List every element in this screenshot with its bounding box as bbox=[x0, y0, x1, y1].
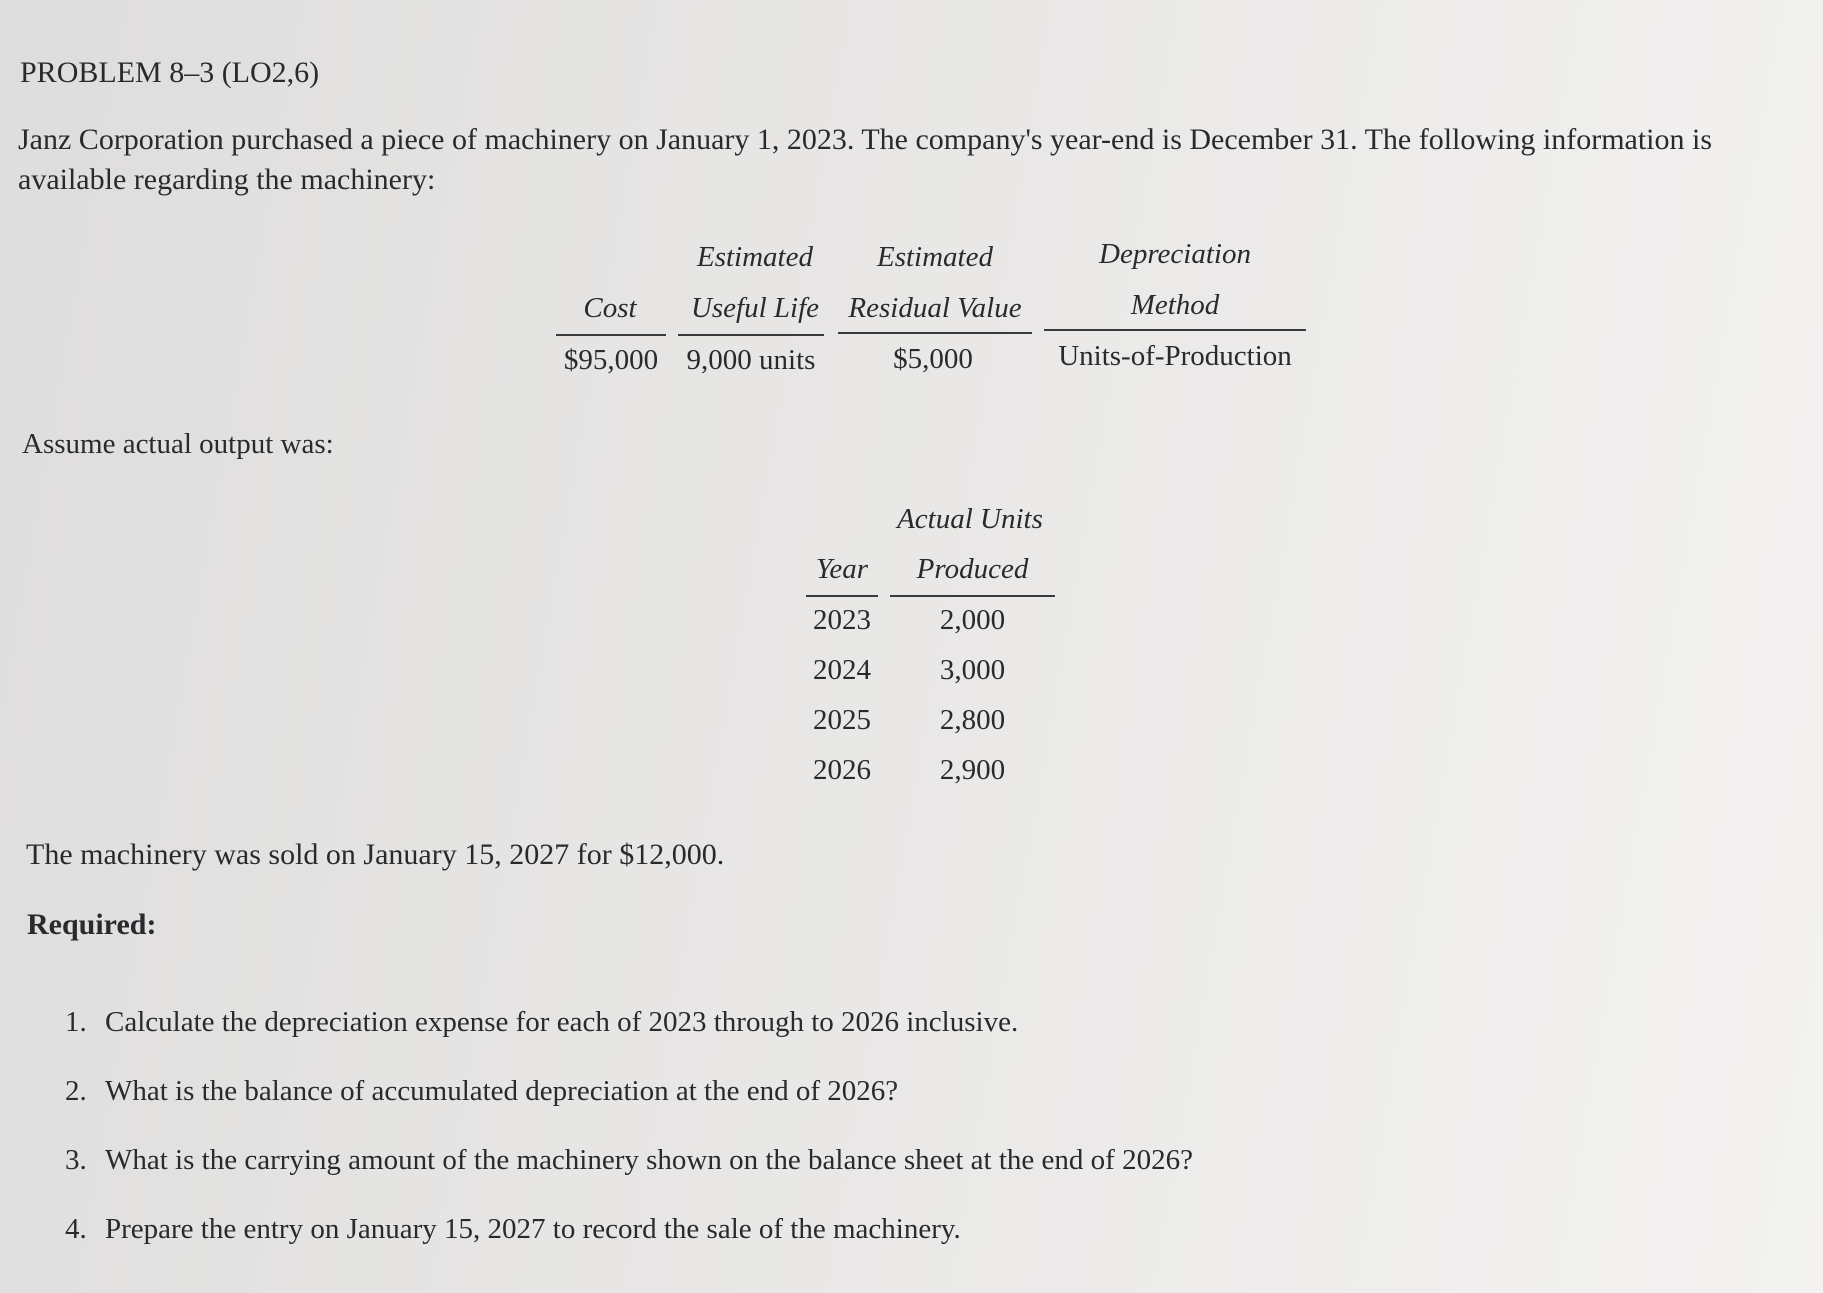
units-cell: 2,000 bbox=[939, 604, 1006, 636]
question-item bbox=[65, 1144, 1193, 1177]
rule-useful-life bbox=[678, 334, 824, 336]
units-cell: 3,000 bbox=[939, 654, 1006, 686]
rule-cost bbox=[556, 334, 666, 336]
intro-paragraph: Janz Corporation purchased a piece of machinery on January 1, 2023. The company's year-end is December 31. The following information is available regarding the machinery: bbox=[18, 123, 1713, 196]
units-cell: 2,800 bbox=[939, 704, 1006, 736]
header-residual-top: Estimated bbox=[877, 241, 993, 273]
question-number: 2. bbox=[65, 1075, 87, 1107]
question-item bbox=[65, 1213, 961, 1246]
value-method: Units-of-Production bbox=[1058, 340, 1292, 372]
year-cell: 2026 bbox=[813, 754, 871, 786]
header-units-bottom: Produced bbox=[916, 553, 1029, 585]
sale-text: The machinery was sold on January 15, 2027 for $12,000. bbox=[26, 838, 725, 871]
header-units-top: Actual Units bbox=[897, 503, 1043, 535]
year-cell: 2023 bbox=[813, 604, 871, 636]
problem-title: PROBLEM 8–3 (LO2,6) bbox=[20, 56, 320, 89]
question-item bbox=[65, 1006, 1018, 1039]
rule-residual bbox=[838, 332, 1032, 334]
question-number: 1. bbox=[65, 1006, 87, 1038]
header-method-bottom: Method bbox=[1130, 289, 1220, 321]
header-method-top: Depreciation bbox=[1099, 238, 1251, 270]
header-useful-life-top: Estimated bbox=[697, 241, 813, 273]
question-text: What is the balance of accumulated depreciation at the end of 2026? bbox=[105, 1075, 899, 1107]
header-year: Year bbox=[815, 553, 869, 585]
required-heading: Required: bbox=[27, 908, 157, 941]
value-useful-life: 9,000 units bbox=[686, 344, 816, 376]
rule-method bbox=[1044, 329, 1306, 331]
question-number: 3. bbox=[65, 1144, 87, 1176]
year-cell: 2025 bbox=[813, 704, 871, 736]
assume-output-text: Assume actual output was: bbox=[22, 428, 334, 460]
value-residual: $5,000 bbox=[893, 343, 973, 375]
header-residual-bottom: Residual Value bbox=[848, 292, 1022, 324]
units-cell: 2,900 bbox=[939, 754, 1006, 786]
value-cost: $95,000 bbox=[563, 344, 659, 376]
question-text: What is the carrying amount of the machinery shown on the balance sheet at the end of 2026? bbox=[105, 1144, 1193, 1176]
year-cell: 2024 bbox=[813, 654, 871, 686]
question-number: 4. bbox=[65, 1213, 87, 1245]
rule-units bbox=[890, 595, 1055, 597]
rule-year bbox=[806, 595, 878, 597]
question-text: Calculate the depreciation expense for each of 2023 through to 2026 inclusive. bbox=[105, 1006, 1019, 1038]
header-cost: Cost bbox=[583, 292, 637, 324]
question-item bbox=[65, 1075, 898, 1108]
header-useful-life-bottom: Useful Life bbox=[690, 292, 820, 324]
question-text: Prepare the entry on January 15, 2027 to record the sale of the machinery. bbox=[105, 1213, 961, 1245]
